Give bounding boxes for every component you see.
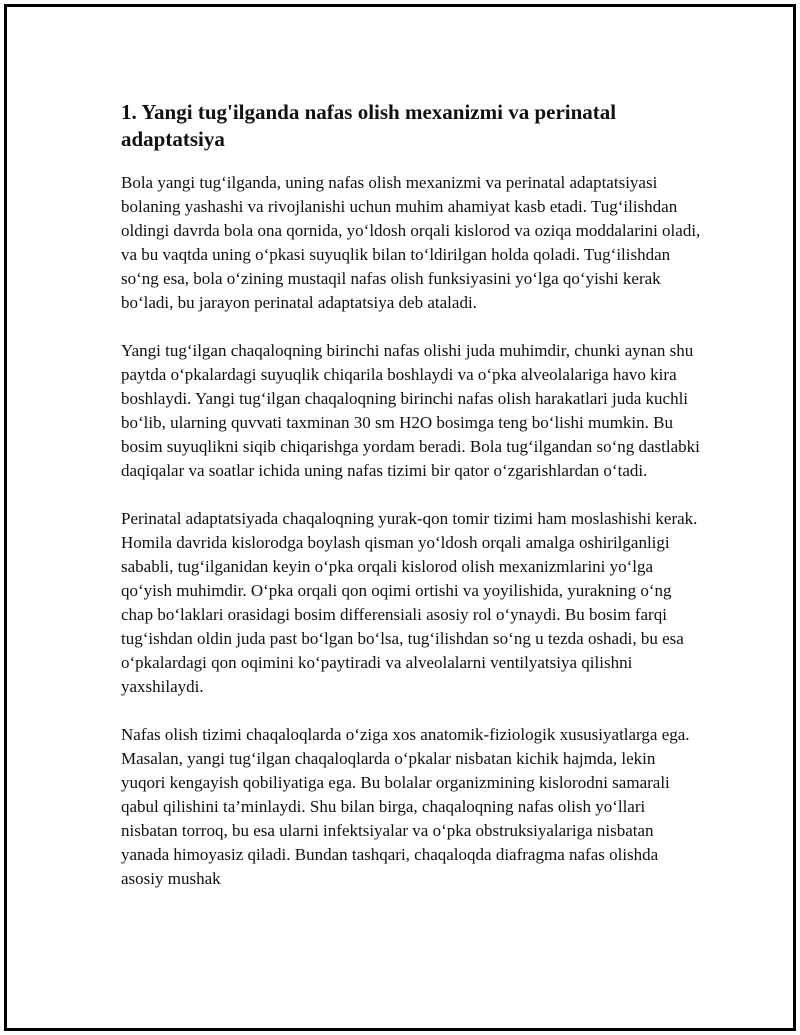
- paragraph-3: Perinatal adaptatsiyada chaqaloqning yurak-qon tomir tizimi ham moslashishi kerak. Homila davrida kislorodga boylash qisman yo‘ldosh orqali amalga oshirilganligi sababli, tug‘ilganidan keyin o‘pka orqali kislorod olish mexanizmlarini yo‘lga qo‘yish muhimdir. O‘pka orqali qon oqimi ortishi va yoyilishida, yurakning o‘ng chap bo‘laklari orasidagi bosim differensiali asosiy rol o‘ynaydi. Bu bosim farqi tug‘ishdan oldin juda past bo‘lgan bo‘lsa, tug‘ilishdan so‘ng u tezda oshadi, bu esa o‘pkalardagi qon oqimini ko‘paytiradi va alveolalarni ventilyatsiya qilishni yaxshilaydi.: [121, 509, 698, 696]
- section-heading: 1. Yangi tug'ilganda nafas olish mexanizmi va perinatal adaptatsiya: [121, 100, 617, 151]
- document-body: [121, 99, 701, 915]
- paragraph-2: Yangi tug‘ilgan chaqaloqning birinchi nafas olishi juda muhimdir, chunki aynan shu paytda o‘pkalardagi suyuqlik chiqarila boshlaydi va o‘pka alveolalariga havo kira boshlaydi. Yangi tug‘ilgan chaqaloqning birinchi nafas olish harakatlari juda kuchli bo‘lib, ularning quvvati taxminan 30 sm H2O bosimga teng bo‘lishi mumkin. Bu bosim suyuqlikni siqib chiqarishga yordam beradi. Bola tug‘ilgandan so‘ng dastlabki daqiqalar va soatlar ichida uning nafas tizimi bir qator o‘zgarishlardan o‘tadi.: [121, 341, 700, 480]
- paragraph-4: Nafas olish tizimi chaqaloqlarda o‘ziga xos anatomik-fiziologik xususiyatlarga ega. Masalan, yangi tug‘ilgan chaqaloqlarda o‘pkalar nisbatan kichik hajmda, lekin yuqori kengayish qobiliyatiga ega. Bu bolalar organizmining kislorodni samarali qabul qilishini ta’minlaydi. Shu bilan birga, chaqaloqning nafas olish yo‘llari nisbatan torroq, bu esa ularni infektsiyalar va o‘pka obstruksiyalariga nisbatan yanada himoyasiz qiladi. Bundan tashqari, chaqaloqda diafragma nafas olishda asosiy mushak: [121, 725, 690, 888]
- page-frame: [4, 4, 796, 1031]
- paragraph-1: Bola yangi tug‘ilganda, uning nafas olish mexanizmi va perinatal adaptatsiyasi bolaning yashashi va rivojlanishi uchun muhim ahamiyat kasb etadi. Tug‘ilishdan oldingi davrda bola ona qornida, yo‘ldosh orqali kislorod va oziqa moddalarini oladi, va bu vaqtda uning o‘pkasi suyuqlik bilan to‘ldirilgan holda qoladi. Tug‘ilishdan so‘ng esa, bola o‘zining mustaqil nafas olish funksiyasini yo‘lga qo‘yishi kerak bo‘ladi, bu jarayon perinatal adaptatsiya deb ataladi.: [121, 173, 701, 312]
